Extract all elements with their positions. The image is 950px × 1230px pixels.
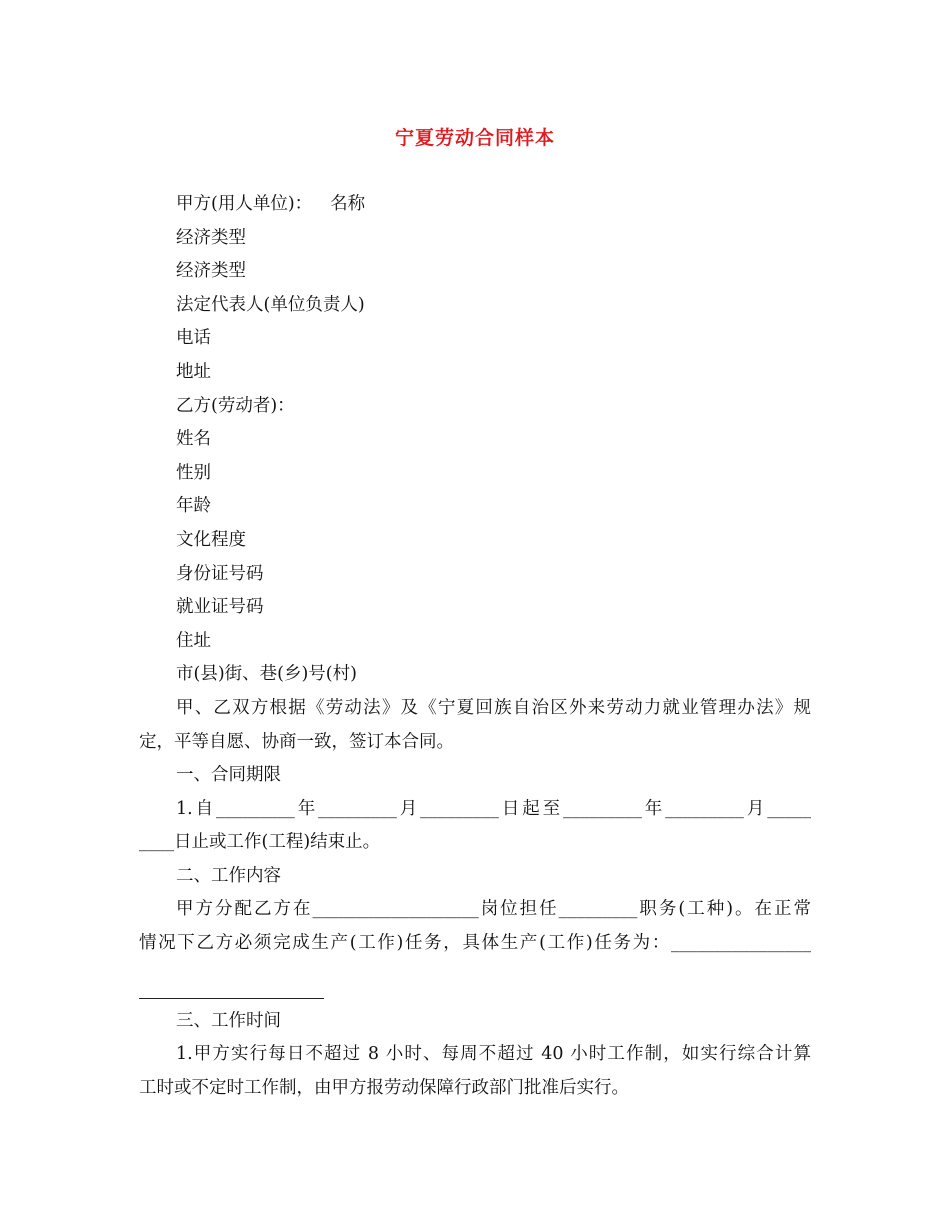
party-a-field: 电话 — [176, 328, 211, 349]
blank-underline — [139, 961, 324, 999]
section-3-heading: 三、工作时间 — [176, 1010, 281, 1031]
section-3-line-2: 工时或不定时工作制，由甲方报劳动保障行政部门批准后实行。 — [139, 1077, 629, 1098]
party-a-line — [139, 188, 811, 222]
party-a-field: 经济类型 — [176, 227, 246, 248]
party-a-name-label: 名称 — [330, 194, 366, 214]
section-2-line-1: 甲方分配乙方在___________________岗位担任_________职务(工种)。在正常 — [176, 899, 811, 920]
section-1-line-2: ____日止或工作(工程)结束止。 — [139, 832, 381, 853]
section-3-line-1: 1.甲方实行每日不超过 8 小时、每周不超过 40 小时工作制，如实行综合计算 — [176, 1044, 811, 1065]
party-b-field: 年龄 — [176, 496, 211, 517]
party-b-field: 姓名 — [176, 429, 211, 450]
section-2-line-2: 情况下乙方必须完成生产(工作)任务，具体生产(工作)任务为：________________ — [139, 933, 811, 954]
intro-line-1: 甲、乙双方根据《劳动法》及《宁夏回族自治区外来劳动力就业管理办法》规 — [176, 697, 811, 718]
party-b-field: 住址 — [176, 630, 211, 651]
party-a-field: 地址 — [176, 361, 211, 382]
party-a-field: 法定代表人(单位负责人) — [176, 294, 365, 315]
party-b-field: 身份证号码 — [176, 563, 264, 584]
section-2-heading: 二、工作内容 — [176, 865, 281, 886]
section-1-heading: 一、合同期限 — [176, 765, 281, 786]
document-title: 宁夏劳动合同样本 — [394, 127, 555, 149]
section-1-line-1: 1.自_________年_________月_________日起至_________年_________月_____ — [176, 798, 811, 819]
party-a-field: 经济类型 — [176, 261, 246, 282]
party-b-label: 乙方(劳动者)： — [176, 395, 295, 416]
party-b-field: 市(县)街、巷(乡)号(村) — [176, 664, 357, 685]
party-b-field: 就业证号码 — [176, 597, 264, 618]
intro-line-2: 定，平等自愿、协商一致，签订本合同。 — [139, 731, 454, 752]
party-b-field: 文化程度 — [176, 529, 246, 550]
document-body — [139, 188, 811, 1105]
party-a-label: 甲方(用人单位)： — [176, 194, 313, 214]
party-b-field: 性别 — [176, 462, 211, 483]
